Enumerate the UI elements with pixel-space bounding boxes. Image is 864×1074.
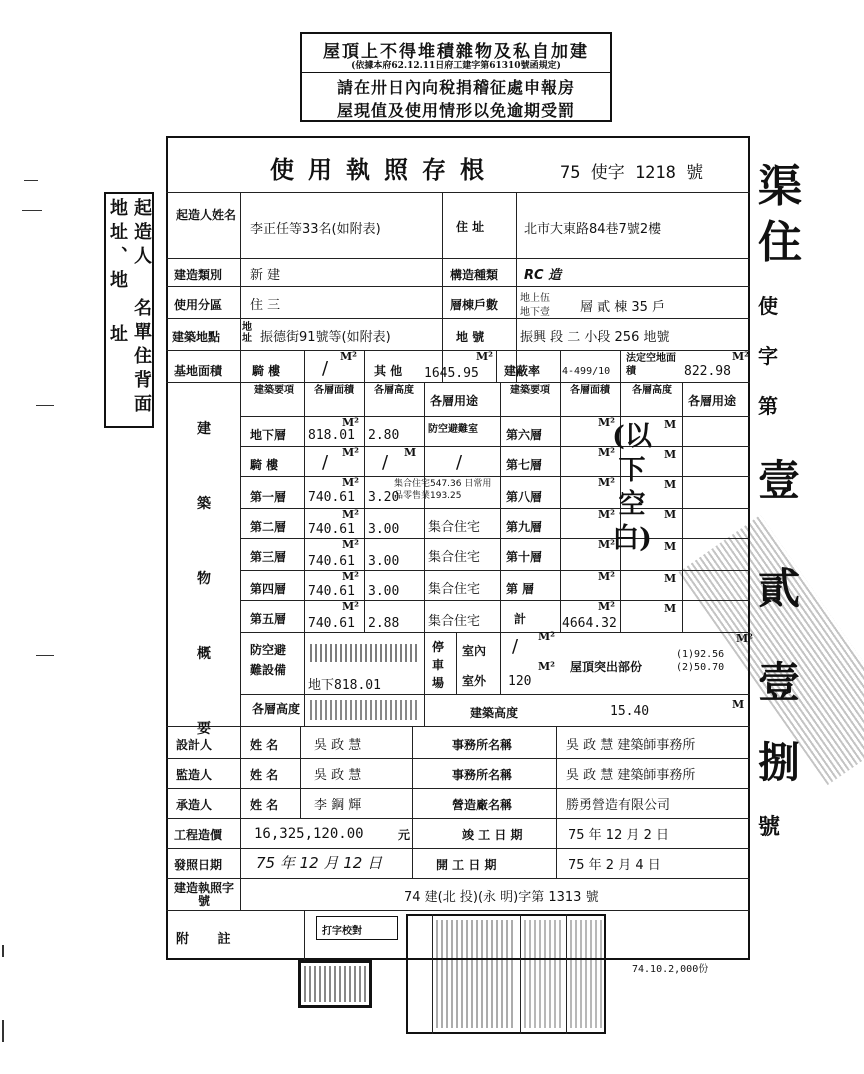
grid-line <box>516 192 517 382</box>
edge-char: 壹 <box>758 658 801 707</box>
owner-value: 李正任等33名(如附表) <box>250 222 381 237</box>
floor-use: 集合住宅 <box>428 550 481 565</box>
notice-line-4: 屋現值及使用情形以免逾期受罰 <box>336 101 575 120</box>
col-use-left: 各層用途 <box>430 394 479 408</box>
floor-item-right: 第八層 <box>506 490 543 504</box>
grid-line <box>412 726 413 878</box>
remarks-label: 附 註 <box>176 932 243 947</box>
address-value: 北市大東路84巷7號2樓 <box>524 222 662 237</box>
grid-line <box>166 758 750 759</box>
grid-line <box>166 788 750 789</box>
grid-line <box>682 382 683 632</box>
designer-role-label: 設計人 <box>176 738 213 752</box>
shelter-value: 地下818.01 <box>308 678 381 693</box>
grid-line <box>240 694 750 695</box>
completion-value: 75 年 12 月 2 日 <box>568 828 670 843</box>
use-zone-label: 使用分區 <box>174 298 223 312</box>
supervisor-role-label: 監造人 <box>176 768 213 782</box>
grid-line <box>556 726 557 878</box>
edge-char: 第 <box>758 394 778 418</box>
col-height-left: 各層高度 <box>374 385 414 396</box>
grid-line <box>240 632 750 633</box>
side-note-col-3: 地址、地 <box>107 198 128 294</box>
floors-above: 地上伍 <box>520 293 550 304</box>
grid-line <box>166 726 750 727</box>
handwritten-blank-note: (以下空白) <box>612 421 652 554</box>
floor-height: 3.00 <box>368 522 400 537</box>
col-area-left: 各層面積 <box>314 385 354 396</box>
margin-mark <box>24 180 38 181</box>
signature-scribble <box>524 920 562 1028</box>
floor-use: 集合住宅547.36 日常用品零售業193.25 <box>394 479 492 501</box>
col-height-right: 各層高度 <box>632 385 672 396</box>
shelter-label: 防空避難設備 <box>250 643 287 677</box>
grid-line <box>240 416 750 417</box>
notice-line-1: 屋頂上不得堆積雜物及私自加建 <box>323 42 589 62</box>
right-area-unit: M² <box>598 570 615 583</box>
floor-area: 740.61 <box>308 554 355 569</box>
parking-indoor-label: 室內 <box>462 644 487 658</box>
building-section-label: 建 築 物 概 要 <box>197 421 211 737</box>
start-label: 開 工 日 期 <box>436 858 497 872</box>
notice-box <box>300 32 612 122</box>
side-note-box <box>104 192 154 428</box>
roof-values: (1)92.56 (2)50.70 <box>676 649 725 673</box>
floor-height: / <box>382 452 389 473</box>
right-area-unit: M² <box>598 446 615 459</box>
arcade-label: 騎 樓 <box>252 364 281 378</box>
floor-item: 第四層 <box>250 582 287 596</box>
floor-height: 3.00 <box>368 554 400 569</box>
floor-area: 818.01 <box>308 428 355 443</box>
type-label: 建造類別 <box>174 268 223 282</box>
right-height-unit: M <box>664 508 677 521</box>
edge-char: 住 <box>758 217 802 268</box>
contractor-name: 李 鋼 輝 <box>314 798 362 813</box>
right-area-unit: M² <box>598 476 615 489</box>
grid-line <box>500 382 501 694</box>
supervisor-office-label: 事務所名稱 <box>452 768 513 782</box>
contractor-office-label: 營造廠名稱 <box>452 798 513 812</box>
col-area-right: 各層面積 <box>570 385 610 396</box>
notice-divider <box>302 72 610 73</box>
col-items-right: 建築要項 <box>510 385 550 396</box>
col-items-left: 建築要項 <box>254 385 294 396</box>
grid-line <box>166 258 750 259</box>
site-sub-label: 地址 <box>242 322 252 344</box>
floor-area: 740.61 <box>308 616 355 631</box>
start-value: 75 年 2 月 4 日 <box>568 858 661 873</box>
right-height-unit: M <box>664 602 677 615</box>
grid-line <box>240 538 750 539</box>
total-height-label: 建築高度 <box>470 706 519 720</box>
form-title: 使用執照存根 <box>270 155 498 184</box>
arcade-unit: M² <box>340 350 357 363</box>
grid-line <box>166 848 750 849</box>
floors-rest: 層 貳 棟 35 戶 <box>580 300 666 315</box>
grid-line <box>166 286 750 287</box>
contractor-role-label: 承造人 <box>176 798 213 812</box>
edge-char: 捌 <box>758 738 801 787</box>
floor-area-unit: M² <box>342 416 359 429</box>
license-label: 建造執照字號 <box>173 881 234 908</box>
right-area-unit: M² <box>598 600 615 613</box>
parking-indoor-value: / <box>512 636 519 657</box>
roof-label: 屋頂突出部份 <box>570 660 643 674</box>
grid-line <box>240 476 750 477</box>
parking-indoor-unit: M² <box>538 630 555 643</box>
edge-char: 貳 <box>758 564 801 613</box>
grid-line <box>300 726 301 818</box>
typist-label: 打字校對 <box>322 926 362 937</box>
other-value: 1645.95 <box>424 366 479 381</box>
floors-label: 層棟戶數 <box>450 298 499 312</box>
parking-outdoor-unit: M² <box>538 660 555 673</box>
right-height-unit: M <box>664 448 677 461</box>
grid-line <box>240 192 241 910</box>
issue-value: 75 年 12 月 12 日 <box>256 854 383 872</box>
floor-item-right: 第六層 <box>506 428 543 442</box>
floor-height: 3.00 <box>368 584 400 599</box>
floor-use: 集合住宅 <box>428 582 481 597</box>
grid-line <box>166 878 750 879</box>
grid-line <box>364 350 365 382</box>
cost-value: 16,325,120.00 <box>254 826 364 842</box>
floor-item-right: 第 層 <box>506 582 535 596</box>
legal-area-unit: M² <box>732 350 749 363</box>
margin-mark <box>36 405 54 406</box>
grid-line <box>240 600 750 601</box>
right-area-unit: M² <box>598 416 615 429</box>
notice-line-3: 請在卅日內向稅捐稽征處申報房 <box>336 78 575 97</box>
coverage-value: 4-499/10 <box>562 366 611 377</box>
grid-line <box>424 382 425 726</box>
contractor-name-label: 姓 名 <box>250 798 279 812</box>
designer-office-label: 事務所名稱 <box>452 738 513 752</box>
grid-line <box>166 318 750 319</box>
floor-item-right: 計 <box>514 612 527 626</box>
roof-unit: M² <box>736 632 753 645</box>
floor-item: 第三層 <box>250 550 287 564</box>
floor-use: 集合住宅 <box>428 614 481 629</box>
owner-label: 起造人姓名 <box>176 208 237 222</box>
margin-mark <box>22 210 42 211</box>
grid-line <box>240 446 750 447</box>
form-code: 74.10.2,000份 <box>632 964 709 975</box>
floor-area-unit: M² <box>342 476 359 489</box>
floor-use: 集合住宅 <box>428 520 481 535</box>
floor-use: / <box>456 452 463 473</box>
structure-value: RC 造 <box>524 268 562 283</box>
completion-label: 竣 工 日 期 <box>462 828 523 842</box>
total-height-unit: M <box>732 698 745 711</box>
floor-height-unit: M <box>404 446 417 459</box>
grid-line <box>560 350 561 632</box>
signature-scribble <box>436 920 516 1028</box>
address-label: 住 址 <box>456 220 485 234</box>
designer-office: 吳 政 慧 建築師事務所 <box>566 738 696 753</box>
right-height-unit: M <box>664 572 677 585</box>
legal-area-label: 法定空地面積 <box>626 353 676 377</box>
margin-mark <box>2 1020 4 1042</box>
stamp-divider <box>520 914 521 1034</box>
seal-texture <box>304 966 366 1002</box>
floor-area-unit: M² <box>342 538 359 551</box>
floor-item-right: 第七層 <box>506 458 543 472</box>
floor-use: 防空避難室 <box>428 424 478 435</box>
parking-outdoor-value: 120 <box>508 674 532 689</box>
designer-name-label: 姓 名 <box>250 738 279 752</box>
permit-number: 75 使字 1218 號 <box>560 163 704 183</box>
notice-line-2: (依據本府62.12.11日府工建字第61310號函規定) <box>351 61 561 71</box>
arcade-value: / <box>322 358 329 379</box>
other-label: 其 他 <box>374 364 403 378</box>
grid-line <box>496 350 497 382</box>
floor-area-unit: M² <box>342 508 359 521</box>
lot-value: 振興 段 二 小段 256 地號 <box>520 330 670 345</box>
right-height-unit: M <box>664 418 677 431</box>
parking-label: 停車場 <box>432 640 445 690</box>
floor-area-unit: M² <box>342 446 359 459</box>
designer-name: 吳 政 慧 <box>314 738 362 753</box>
grid-line <box>364 382 365 632</box>
edge-char: 使 <box>758 294 778 318</box>
floor-area: 740.61 <box>308 522 355 537</box>
right-area-unit: M² <box>598 508 615 521</box>
floor-area: 740.61 <box>308 490 355 505</box>
floor-item-right: 第十層 <box>506 550 543 564</box>
contractor-office: 勝勇營造有限公司 <box>566 798 671 813</box>
side-note-col-1: 起造人 <box>131 198 152 270</box>
coverage-label: 建蔽率 <box>504 364 541 378</box>
floor-height: 2.88 <box>368 616 400 631</box>
stamp-divider <box>566 914 567 1034</box>
use-zone-value: 住 三 <box>250 298 281 313</box>
edge-char: 渠 <box>758 161 802 212</box>
grid-line <box>166 350 750 351</box>
parking-outdoor-label: 室外 <box>462 674 487 688</box>
floor-area-unit: M² <box>342 570 359 583</box>
floor-item: 地下層 <box>250 428 287 442</box>
other-unit: M² <box>476 350 493 363</box>
base-area-label: 基地面積 <box>174 364 223 378</box>
edge-char: 字 <box>758 344 778 368</box>
supervisor-office: 吳 政 慧 建築師事務所 <box>566 768 696 783</box>
grid-line <box>166 818 750 819</box>
supervisor-name: 吳 政 慧 <box>314 768 362 783</box>
height-label-left: 各層高度 <box>252 702 301 716</box>
legal-area-value: 822.98 <box>684 364 731 379</box>
strike-scribble <box>310 644 418 662</box>
floor-height: 2.80 <box>368 428 400 443</box>
grid-line <box>166 382 750 383</box>
cost-label: 工程造價 <box>174 828 223 842</box>
strike-scribble <box>310 700 420 720</box>
floor-area-unit: M² <box>342 600 359 613</box>
grid-line <box>166 192 750 193</box>
grid-line <box>442 192 443 382</box>
site-value: 振德街91號等(如附表) <box>260 330 391 345</box>
total-area-value: 4664.32 <box>562 616 617 631</box>
issue-label: 發照日期 <box>174 858 223 872</box>
col-use-right: 各層用途 <box>688 394 737 408</box>
lot-label: 地 號 <box>456 330 485 344</box>
type-value: 新 建 <box>250 268 281 283</box>
floor-item-right: 第九層 <box>506 520 543 534</box>
floors-below: 地下壹 <box>520 307 550 318</box>
right-height-unit: M <box>664 540 677 553</box>
floor-height: 3.20 <box>368 490 400 505</box>
right-area-unit: M² <box>598 538 615 551</box>
floor-area: 740.61 <box>308 584 355 599</box>
structure-label: 構造種類 <box>450 268 499 282</box>
total-height-value: 15.40 <box>610 704 650 719</box>
floor-item: 騎 樓 <box>250 458 279 472</box>
edge-char: 壹 <box>758 456 801 505</box>
grid-line <box>240 570 750 571</box>
grid-line <box>304 350 305 726</box>
supervisor-name-label: 姓 名 <box>250 768 279 782</box>
grid-line <box>456 632 457 694</box>
floor-area: / <box>322 452 329 473</box>
side-note-col-2: 名單住背面 <box>131 298 152 418</box>
site-label: 建築地點 <box>172 330 221 344</box>
margin-mark <box>2 945 4 957</box>
grid-line <box>166 910 750 911</box>
edge-char: 號 <box>758 814 781 840</box>
grid-line <box>304 910 305 960</box>
license-value: 74 建(北 投)(永 明)字第 1313 號 <box>404 890 599 905</box>
stamp-divider <box>432 914 433 1034</box>
margin-mark <box>36 655 54 656</box>
side-note-col-4: 址 <box>107 324 128 348</box>
floor-item: 第二層 <box>250 520 287 534</box>
floor-item: 第五層 <box>250 612 287 626</box>
right-height-unit: M <box>664 478 677 491</box>
signature-scribble <box>570 920 602 1028</box>
cost-unit: 元 <box>398 828 411 842</box>
floor-item: 第一層 <box>250 490 287 504</box>
